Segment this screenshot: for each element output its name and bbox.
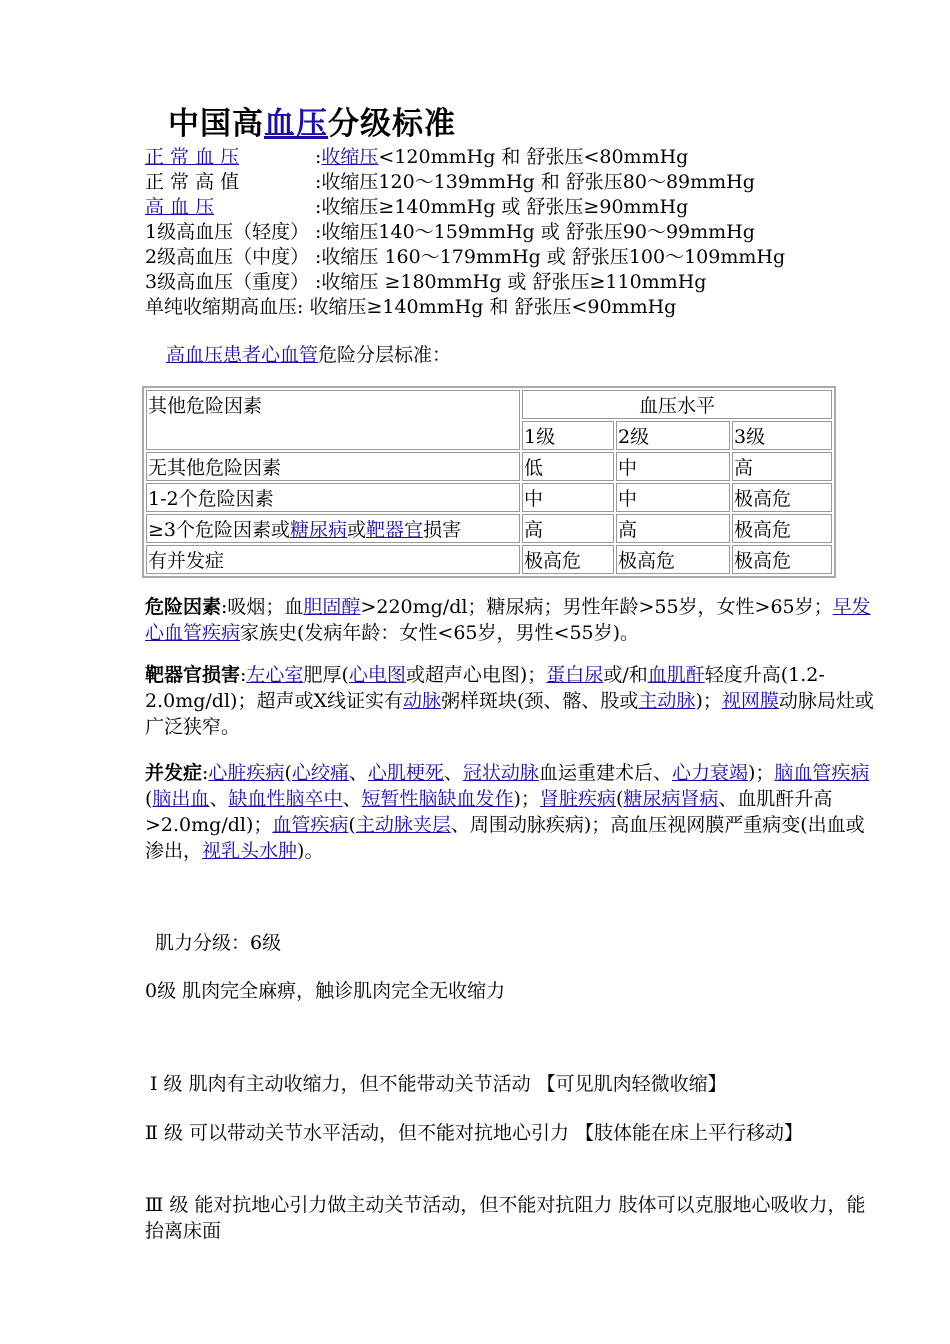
link-vascular-disease[interactable]: 血管疾病 <box>272 814 349 836</box>
bp-row-label[interactable]: 高 血 压 <box>145 196 215 218</box>
link-heart-disease[interactable]: 心脏疾病 <box>208 762 285 784</box>
link-early-cvd[interactable]: 早发心血管疾病 <box>145 596 871 644</box>
link-brain-hemorrhage[interactable]: 脑出血 <box>152 788 210 810</box>
bp-row <box>145 195 785 220</box>
link-target-organ[interactable]: 靶器官 <box>366 519 424 541</box>
link-aortic-dissection[interactable]: 主动脉夹层 <box>355 814 451 836</box>
table-row: 有并发症 极高危 极高危 极高危 <box>146 545 832 574</box>
bp-row <box>145 270 785 295</box>
muscle-heading: 肌力分级：6级 <box>155 932 282 954</box>
bp-row-label: 单纯收缩期高血压: <box>145 296 304 318</box>
header-grade-2: 2级 <box>616 421 730 450</box>
bp-row <box>145 295 785 320</box>
bp-row-value: :收缩压140～159mmHg 或 舒张压90～99mmHg <box>315 221 755 243</box>
link-systolic[interactable]: 收缩压 <box>321 146 379 168</box>
link-ecg[interactable]: 心电图 <box>348 664 406 686</box>
link-cholesterol[interactable]: 胆固醇 <box>303 596 361 618</box>
link-cerebrovascular[interactable]: 脑血管疾病 <box>774 762 870 784</box>
table-row: 无其他危险因素 低 中 高 <box>146 452 832 481</box>
bp-row <box>145 145 785 170</box>
link-artery[interactable]: 动脉 <box>402 690 441 712</box>
bp-classification <box>145 145 785 320</box>
link-stroke[interactable]: 缺血性脑卒中 <box>228 788 343 810</box>
complications-paragraph: 并发症:心脏疾病(心绞痛、心肌梗死、冠状动脉血运重建术后、心力衰竭)；脑血管疾病(脑出血、缺血性脑卒中、短暂性脑缺血发作)；肾脏疾病(糖尿病肾病、血肌酐升高>2.0mg/dl)；血管疾病(主动脉夹层、周围动脉疾病)；高血压视网膜严重病变(出血或渗出，视乳头水肿)。 <box>145 762 870 862</box>
organ-damage-paragraph: 靶器官损害:左心室肥厚(心电图或超声心电图)；蛋白尿或/和血肌酐轻度升高(1.2-2.0mg/dl)；超声或X线证实有动脉粥样斑块(颈、髂、股或主动脉)；视网膜动脉局灶或广泛狭窄。 <box>145 664 874 738</box>
bp-row <box>145 220 785 245</box>
link-creatinine[interactable]: 血肌酐 <box>647 664 705 686</box>
link-diabetic-nephropathy[interactable]: 糖尿病肾病 <box>623 788 719 810</box>
muscle-grade-2: Ⅱ 级 可以带动关节水平活动，但不能对抗地心引力 【肢体能在床上平行移动】 <box>145 1122 804 1144</box>
link-coronary[interactable]: 冠状动脉 <box>462 762 539 784</box>
link-proteinuria[interactable]: 蛋白尿 <box>546 664 604 686</box>
bp-row-label: 1级高血压（轻度） <box>145 221 310 243</box>
bp-row-label: 2级高血压（中度） <box>145 246 310 268</box>
page-title: 中国高血压分级标准 <box>168 106 456 142</box>
link-kidney-disease[interactable]: 肾脏疾病 <box>539 788 616 810</box>
bp-row-value: :收缩压120～139mmHg 和 舒张压80～89mmHg <box>315 171 755 193</box>
bp-row-value: :收缩压<120mmHg 和 舒张压<80mmHg <box>315 146 689 168</box>
muscle-grade-1: Ⅰ 级 肌肉有主动收缩力，但不能带动关节活动 【可见肌肉轻微收缩】 <box>150 1073 727 1095</box>
link-retina[interactable]: 视网膜 <box>721 690 779 712</box>
muscle-grade-0: 0级 肌肉完全麻痹，触诊肌肉完全无收缩力 <box>145 980 506 1002</box>
link-papilledema[interactable]: 视乳头水肿 <box>202 840 298 862</box>
link-aorta[interactable]: 主动脉 <box>638 690 696 712</box>
muscle-grade-3: Ⅲ 级 能对抗地心引力做主动关节活动，但不能对抗阻力 肢体可以克服地心吸收力，能抬离床面 <box>145 1194 866 1242</box>
risk-table-title: 高血压患者心血管危险分层标准： <box>166 344 452 366</box>
link-mi[interactable]: 心肌梗死 <box>367 762 444 784</box>
bp-row-label: 正 常 高 值 <box>145 171 240 193</box>
table-row: ≥3个危险因素或糖尿病或靶器官损害 高 高 极高危 <box>146 514 832 543</box>
link-left-ventricle[interactable]: 左心室 <box>246 664 304 686</box>
header-grade-3: 3级 <box>732 421 832 450</box>
link-tia[interactable]: 短暂性脑缺血发作 <box>361 788 514 810</box>
bp-row-value: :收缩压≥140mmHg 或 舒张压≥90mmHg <box>315 196 689 218</box>
header-other-risk: 其他危险因素 <box>146 390 520 450</box>
bp-row-label: 3级高血压（重度） <box>145 271 310 293</box>
bp-row <box>145 170 785 195</box>
header-grade-1: 1级 <box>522 421 614 450</box>
bp-row-label[interactable]: 正 常 血 压 <box>145 146 240 168</box>
link-angina[interactable]: 心绞痛 <box>291 762 349 784</box>
bp-row-value: :收缩压 160～179mmHg 或 舒张压100～109mmHg <box>315 246 786 268</box>
risk-factors-paragraph: 危险因素:吸烟；血胆固醇>220mg/dl；糖尿病；男性年龄>55岁，女性>65岁；早发心血管疾病家族史(发病年龄：女性<65岁，男性<55岁)。 <box>145 596 871 644</box>
risk-stratification-table <box>142 386 836 578</box>
bp-row <box>145 245 785 270</box>
bp-row-value: 收缩压≥140mmHg 和 舒张压<90mmHg <box>303 296 677 318</box>
link-diabetes[interactable]: 糖尿病 <box>290 519 348 541</box>
table-row: 1-2个危险因素 中 中 极高危 <box>146 483 832 512</box>
link-heart-failure[interactable]: 心力衰竭 <box>671 762 748 784</box>
bp-row-value: :收缩压 ≥180mmHg 或 舒张压≥110mmHg <box>315 271 707 293</box>
link-blood-pressure[interactable]: 血压 <box>264 106 328 142</box>
header-bp-level: 血压水平 <box>522 390 832 419</box>
link-cardiovascular[interactable]: 高血压患者心血管 <box>166 344 319 366</box>
